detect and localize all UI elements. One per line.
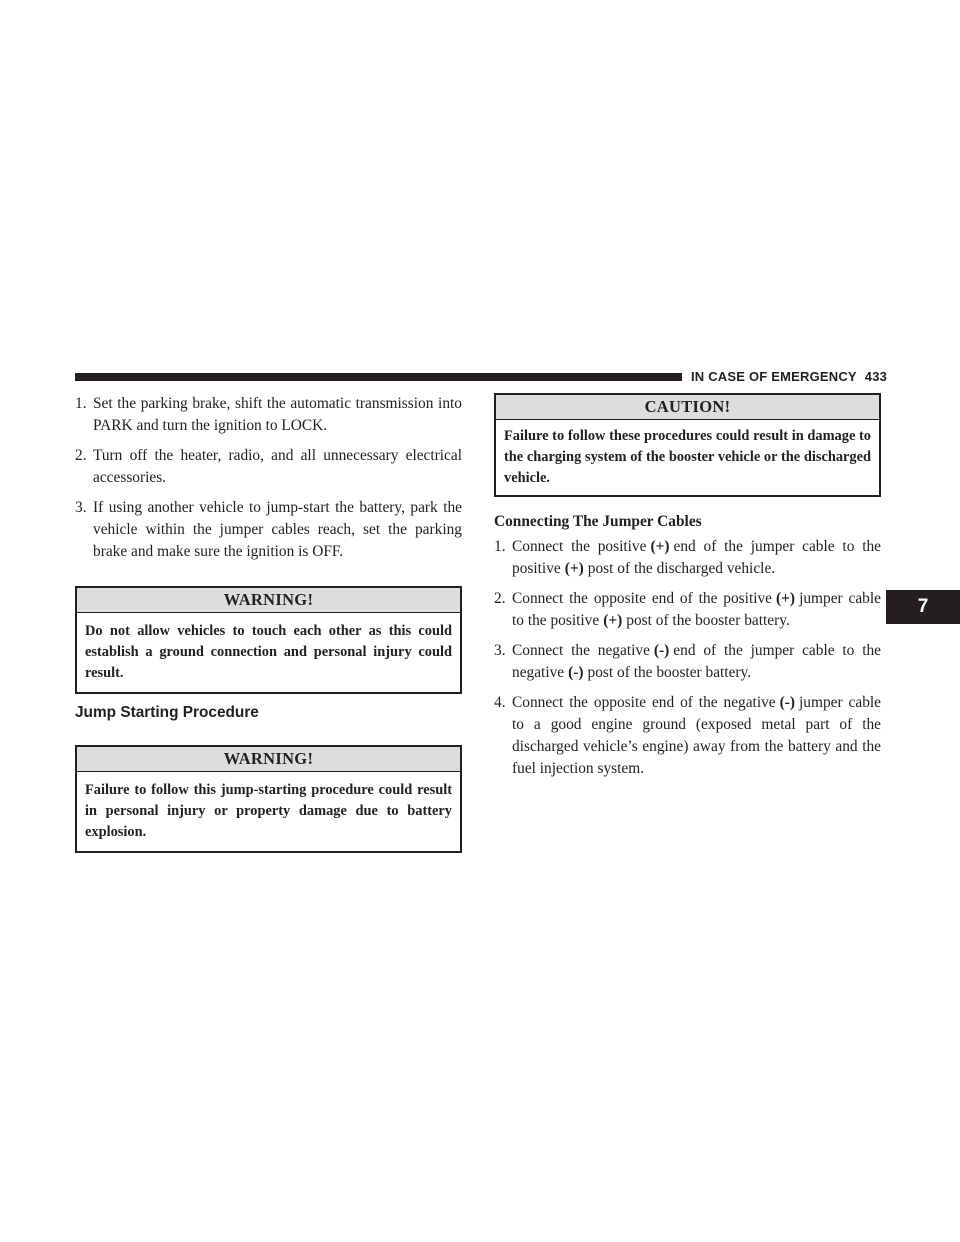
polarity-symbol: (-)	[779, 694, 796, 711]
step-text	[512, 588, 881, 632]
step-number: 1.	[494, 538, 506, 555]
section-heading: Jump Starting Procedure	[75, 704, 259, 721]
step-text: If using another vehicle to jump-start the battery, park the vehicle within the jumper cables reach, set the parking brake and make sure the ignition is OFF.	[93, 499, 462, 560]
step-text	[512, 640, 881, 684]
list-item	[494, 692, 881, 780]
caution-text: Failure to follow these procedures could result in damage to the charging system of the booster vehicle or the discharged vehicle.	[504, 428, 871, 486]
caution-title: CAUTION!	[496, 395, 879, 420]
warning-text: Failure to follow this jump-starting procedure could result in personal injury or property damage due to battery explosion.	[85, 782, 452, 840]
polarity-symbol: (-)	[653, 642, 670, 659]
step-text: Turn off the heater, radio, and all unnecessary electrical accessories.	[93, 447, 462, 486]
step-text-part: Connect the opposite end of the positive	[512, 590, 773, 607]
connection-steps	[494, 536, 881, 780]
warning-title: WARNING!	[77, 747, 460, 772]
polarity-symbol: (+)	[603, 612, 623, 629]
polarity-symbol: (+)	[776, 590, 796, 607]
preparation-steps	[75, 393, 462, 563]
list-item	[75, 497, 462, 563]
step-number: 2.	[494, 590, 506, 607]
left-column	[75, 393, 462, 853]
list-item	[494, 536, 881, 580]
step-text-part: jumper cable to the positive	[512, 590, 881, 629]
step-number: 1.	[75, 395, 87, 412]
step-number: 3.	[494, 642, 506, 659]
warning-box	[75, 586, 462, 694]
step-text-part: Connect the opposite end of the negative	[512, 694, 776, 711]
step-text	[512, 692, 881, 780]
step-text-part: Connect the positive	[512, 538, 647, 555]
caution-box	[494, 393, 881, 497]
step-text-part: end of the jumper cable to the negative	[512, 642, 882, 681]
list-item	[75, 393, 462, 437]
header-rule	[75, 373, 682, 381]
step-number: 2.	[75, 447, 87, 464]
step-text-part: Connect the negative	[512, 642, 650, 659]
step-text-part: post of the discharged vehicle.	[587, 560, 776, 577]
list-item	[75, 445, 462, 489]
warning-box	[75, 745, 462, 853]
polarity-symbol: (+)	[564, 560, 584, 577]
step-text-part: end of the jumper cable to the positive	[512, 538, 882, 577]
chapter-tab[interactable]: 7	[886, 590, 960, 624]
list-item	[494, 588, 881, 632]
step-text-part: jumper cable to a good engine ground (exposed metal part of the discharged vehicle’s engine) away from the battery and the fuel injection system.	[512, 694, 881, 777]
list-item	[494, 640, 881, 684]
polarity-symbol: (+)	[650, 538, 670, 555]
step-text	[512, 536, 881, 580]
step-number: 3.	[75, 499, 87, 516]
step-text: Set the parking brake, shift the automatic transmission into PARK and turn the ignition to LOCK.	[93, 395, 462, 434]
polarity-symbol: (-)	[568, 664, 584, 681]
step-text-part: post of the booster battery.	[587, 664, 752, 681]
step-number: 4.	[494, 694, 506, 711]
warning-title: WARNING!	[77, 588, 460, 613]
step-text-part: post of the booster battery.	[626, 612, 790, 629]
section-title: IN CASE OF EMERGENCY	[691, 369, 857, 384]
subheading: Connecting The Jumper Cables	[494, 513, 702, 530]
page-number: 433	[864, 369, 888, 384]
right-column	[494, 393, 881, 788]
page-header	[691, 369, 887, 385]
warning-text: Do not allow vehicles to touch each other as this could establish a ground connection and personal injury could result.	[85, 623, 452, 681]
